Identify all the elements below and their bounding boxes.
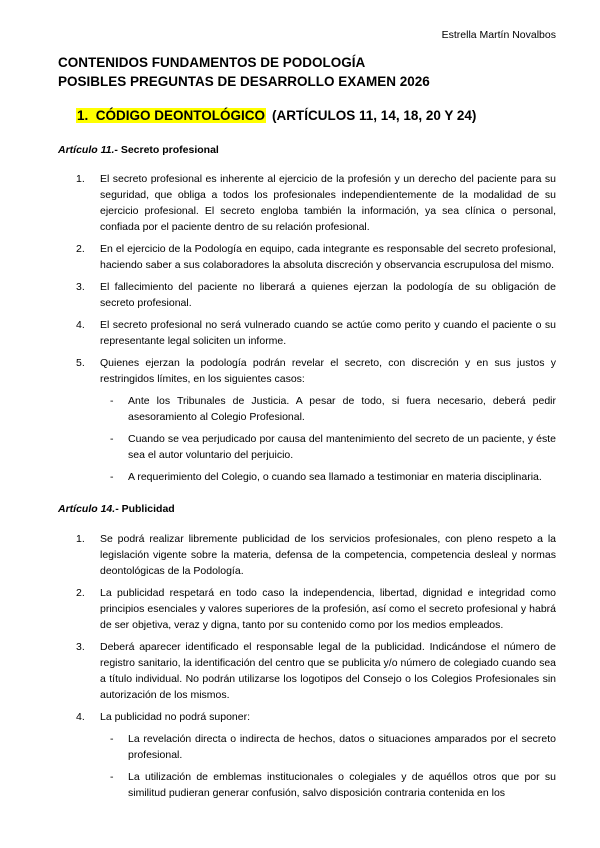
- sub-list: [100, 393, 556, 485]
- list-item: 1. Se podrá realizar libremente publicidad de los servicios profesionales, con pleno respeto a la legislación vigente sobre la materia, defensa de la competencia, competencia desleal y normas deontológicas de la Podología.: [76, 533, 556, 577]
- sub-list-item: - La revelación directa o indirecta de hechos, datos o situaciones amparados por el secreto profesional.: [110, 733, 556, 761]
- sub-list-item: - Ante los Tribunales de Justicia. A pesar de todo, si fuera necesario, deberá pedir asesoramiento al Colegio Profesional.: [110, 395, 556, 423]
- article-14-heading: [58, 503, 175, 515]
- sub-list: [100, 731, 556, 801]
- title-line-2: POSIBLES PREGUNTAS DE DESARROLLO EXAMEN 2026: [58, 74, 430, 89]
- list-item: 5. Quienes ejerzan la podología podrán revelar el secreto, con discreción y en sus justos y restringidos límites, en los siguientes casos: - Ante los Tribunales de Justicia. A pesar de todo, si fuera necesario, deberá pedir asesoramiento al Colegio Profesional. - Cuando se vea perjudicado por causa del mantenimiento del secreto de un paciente, y éste sea el autor voluntario del perjuicio. - A requerimiento del Colegio, o cuando sea llamado a testimoniar en materia disciplinaria.: [76, 357, 556, 483]
- list-item: 4. La publicidad no podrá suponer: - La revelación directa o indirecta de hechos, datos o situaciones amparados por el secreto profesional. - La utilización de emblemas institucionales o colegiales y de aquéllos otros que por su similitud pudieran generar confusión, salvo disposición contraria contenida en los: [76, 711, 556, 799]
- section-heading: [76, 108, 476, 123]
- list-item: 3. El fallecimiento del paciente no liberará a quienes ejerzan la podología de su obligación de secreto profesional.: [76, 281, 556, 309]
- title-line-1: CONTENIDOS FUNDAMENTOS DE PODOLOGÍA: [58, 55, 366, 70]
- list-item: 3. Deberá aparecer identificado el responsable legal de la publicidad. Indicándose el número de registro sanitario, la identificación del centro que se publicita y/o número de colegiado cuando sea a título individual. No podrán utilizarse los logotipos del Consejo o los Colegios Profesionales sin autorización de los mismos.: [76, 641, 556, 701]
- section-highlight: [76, 108, 266, 123]
- article-11-list: [76, 171, 556, 491]
- section-number: 1.: [77, 108, 89, 123]
- list-item: 1. El secreto profesional es inherente al ejercicio de la profesión y un derecho del paciente para su seguridad, que obliga a todos los profesionales independientemente de la modalidad de su ejercicio profesional. El secreto engloba también la información, ya sea clínica o personal, confiada por el paciente dentro de su relación profesional.: [76, 173, 556, 233]
- article-11-title: - Secreto profesional: [114, 144, 219, 156]
- list-item: 4. El secreto profesional no será vulnerado cuando se actúe como perito y cuando el paciente o su representante legal soliciten un informe.: [76, 319, 556, 347]
- article-14-title: - Publicidad: [115, 503, 175, 515]
- author-name: Estrella Martín Novalbos: [441, 29, 556, 41]
- sub-list-item: - A requerimiento del Colegio, o cuando sea llamado a testimoniar en materia disciplinaria.: [110, 471, 542, 483]
- list-item: 2. En el ejercicio de la Podología en equipo, cada integrante es responsable del secreto profesional, haciendo saber a sus colaboradores la absoluta discreción y observancia escrupulosa del mismo.: [76, 243, 556, 271]
- article-14-list: [76, 531, 556, 807]
- sub-list-item: - La utilización de emblemas institucionales o colegiales y de aquéllos otros que por su similitud pudieran generar confusión, salvo disposición contraria contenida en los: [110, 771, 556, 799]
- section-title: CÓDIGO DEONTOLÓGICO: [95, 108, 266, 123]
- document-title: [58, 53, 430, 91]
- article-11-label: Artículo 11.: [58, 144, 115, 156]
- article-14-label: Artículo 14.: [58, 503, 116, 515]
- sub-list-item: - Cuando se vea perjudicado por causa del mantenimiento del secreto de un paciente, y éste sea el autor voluntario del perjuicio.: [110, 433, 556, 461]
- article-11-heading: [58, 144, 219, 156]
- section-articles: (ARTÍCULOS 11, 14, 18, 20 Y 24): [272, 108, 477, 123]
- list-item: 2. La publicidad respetará en todo caso la independencia, libertad, dignidad e integridad como principios esenciales y valores superiores de la profesión, así como el secreto profesional y habrá de ser objetiva, veraz y digna, tanto por su contenido como por los medios empleados.: [76, 587, 556, 631]
